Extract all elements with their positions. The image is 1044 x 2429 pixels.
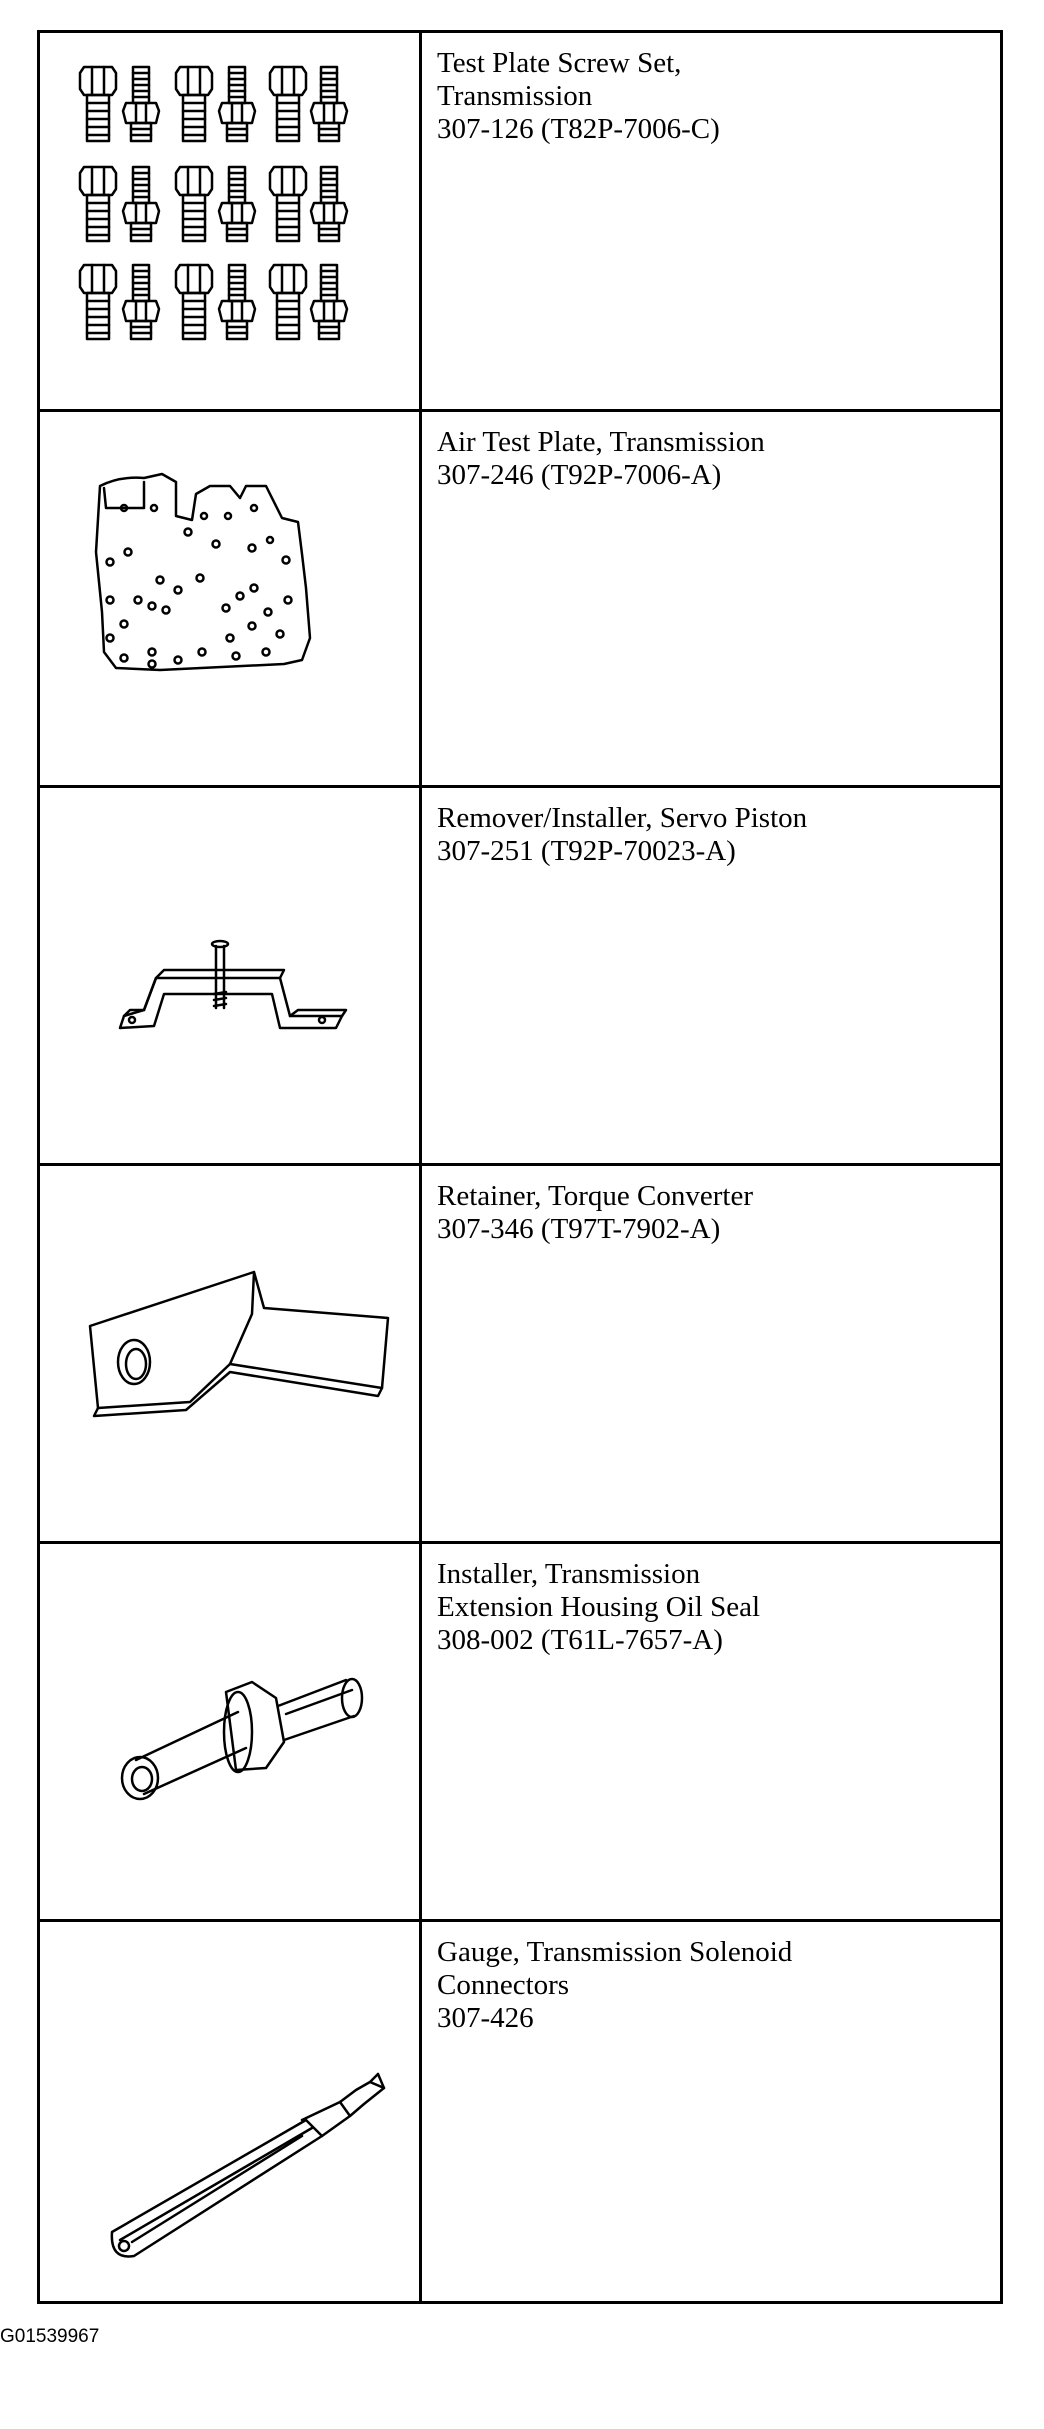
- screw-set-icon: [40, 33, 422, 409]
- tool-row-servo-piston: [40, 785, 1000, 1163]
- tool-image-cell: [40, 788, 422, 1163]
- torque-converter-retainer-icon: [40, 1166, 422, 1544]
- tool-image-cell: [40, 1922, 422, 2301]
- tool-part-number: 307-346 (T97T-7902-A): [437, 1213, 721, 1245]
- tool-image-cell: [40, 1166, 422, 1541]
- tool-row-seal-installer: [40, 1541, 1000, 1919]
- tool-name-line: Test Plate Screw Set,: [437, 47, 682, 79]
- tool-name-line: Connectors: [437, 1969, 570, 2001]
- tool-image-cell: [40, 412, 422, 785]
- servo-piston-tool-icon: [40, 788, 422, 1166]
- tool-name-line: Remover/Installer, Servo Piston: [437, 802, 808, 834]
- special-tools-table: [37, 30, 1003, 2304]
- tool-row-screw-set: [40, 33, 1000, 409]
- tool-name-line: Air Test Plate, Transmission: [437, 426, 765, 458]
- tool-name-line: Installer, Transmission: [437, 1558, 701, 1590]
- tool-row-air-test-plate: [40, 409, 1000, 785]
- tool-image-cell: [40, 33, 422, 409]
- tool-part-number: 307-246 (T92P-7006-A): [437, 459, 722, 491]
- tool-name-line: Extension Housing Oil Seal: [437, 1591, 761, 1623]
- tool-image-cell: [40, 1544, 422, 1919]
- tool-part-number: 307-126 (T82P-7006-C): [437, 113, 720, 145]
- tool-row-torque-converter: [40, 1163, 1000, 1541]
- tool-description: [437, 426, 993, 492]
- tool-description: [437, 1558, 993, 1657]
- tool-name-line: Transmission: [437, 80, 593, 112]
- tool-part-number: 307-251 (T92P-70023-A): [437, 835, 736, 867]
- figure-id: G01539967: [0, 2326, 100, 2347]
- tool-description: [437, 802, 993, 868]
- tool-row-solenoid-gauge: [40, 1919, 1000, 2301]
- tool-description: [437, 1936, 993, 2035]
- solenoid-gauge-icon: [40, 1922, 422, 2304]
- tool-description: [437, 1180, 993, 1246]
- tool-part-number: 308-002 (T61L-7657-A): [437, 1624, 723, 1656]
- tool-description: [437, 47, 993, 146]
- seal-installer-icon: [40, 1544, 422, 1922]
- tool-name-line: Retainer, Torque Converter: [437, 1180, 753, 1212]
- air-test-plate-icon: [40, 412, 422, 788]
- tool-name-line: Gauge, Transmission Solenoid: [437, 1936, 793, 1968]
- tool-part-number: 307-426: [437, 2002, 534, 2034]
